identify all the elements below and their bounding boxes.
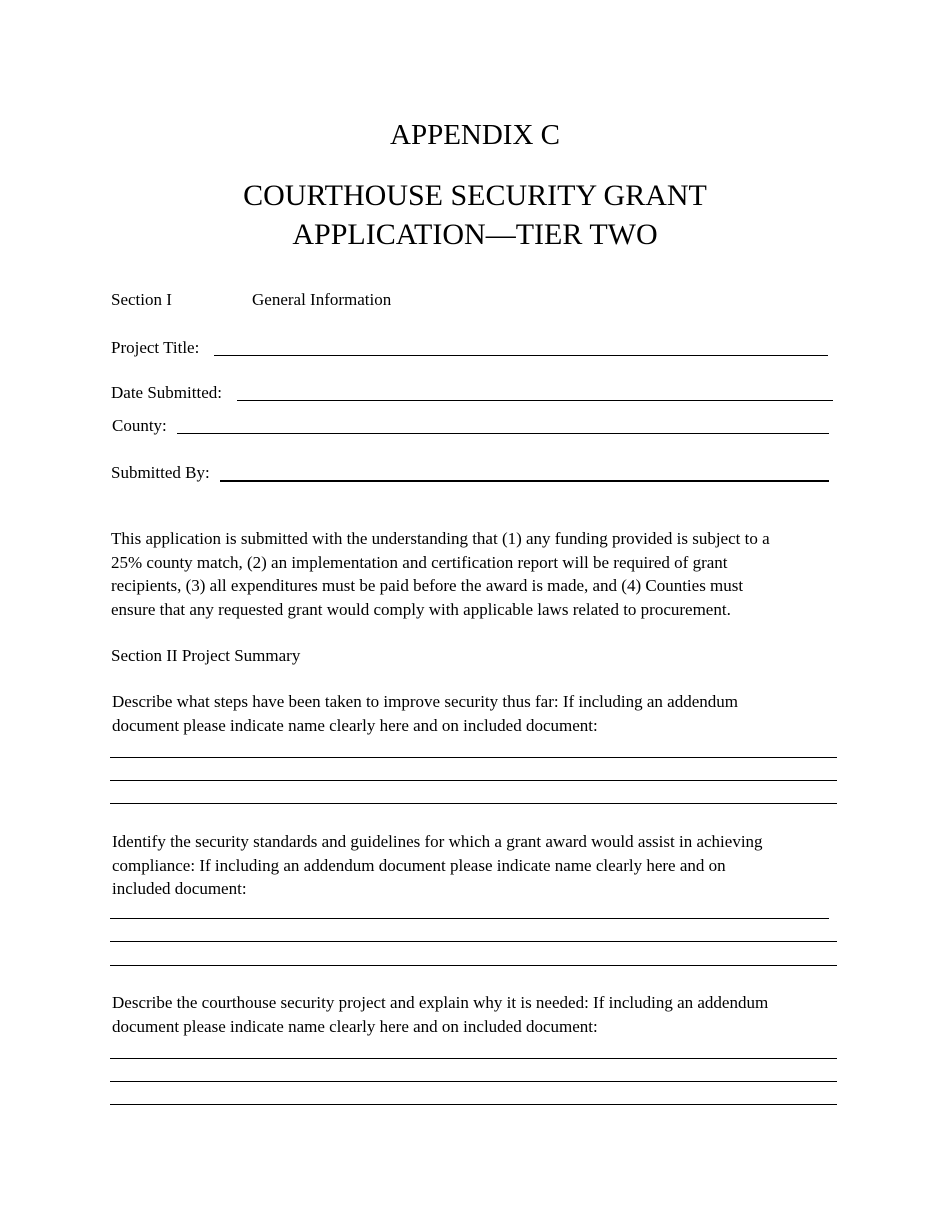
question-1-answer-line[interactable] — [110, 757, 837, 758]
question-3-text — [112, 991, 768, 1038]
question-line: compliance: If including an addendum document please indicate name clearly here and on — [112, 855, 726, 875]
date-submitted-label: Date Submitted: — [111, 383, 222, 402]
question-2-text — [112, 830, 763, 901]
question-3-answer-line[interactable] — [110, 1058, 837, 1059]
question-1-answer-line[interactable] — [110, 780, 837, 781]
question-line: document please indicate name clearly here and on included document: — [112, 715, 598, 735]
intro-line: ensure that any requested grant would comply with applicable laws related to procurement. — [111, 599, 731, 619]
question-line: Describe the courthouse security project and explain why it is needed: If including an addendum — [112, 993, 769, 1012]
question-2-answer-line[interactable] — [110, 941, 837, 942]
date-submitted-field[interactable] — [237, 400, 833, 401]
intro-paragraph — [111, 527, 770, 621]
submitted-by-label: Submitted By: — [111, 463, 210, 482]
question-3-answer-line[interactable] — [110, 1104, 837, 1105]
form-title-line-2: APPLICATION—TIER TWO — [292, 218, 658, 251]
question-1-answer-line[interactable] — [110, 803, 837, 804]
question-line: Describe what steps have been taken to improve security thus far: If including an addendum — [112, 692, 738, 711]
intro-line: This application is submitted with the understanding that (1) any funding provided is subject to a — [111, 529, 770, 548]
question-line: Identify the security standards and guidelines for which a grant award would assist in achieving — [112, 832, 763, 851]
question-line: included document: — [112, 879, 247, 898]
question-3-answer-line[interactable] — [110, 1081, 837, 1082]
question-2-answer-line[interactable] — [110, 918, 829, 919]
intro-line: recipients, (3) all expenditures must be paid before the award is made, and (4) Counties must — [111, 576, 744, 595]
question-line: document please indicate name clearly here and on included document: — [112, 1016, 598, 1036]
county-field[interactable] — [177, 433, 829, 434]
intro-line: 25% county match, (2) an implementation and certification report will be required of grant — [111, 552, 728, 572]
question-2-answer-line[interactable] — [110, 965, 837, 966]
county-label: County: — [112, 416, 167, 435]
project-title-field[interactable] — [214, 355, 828, 356]
appendix-title: APPENDIX C — [390, 119, 560, 151]
form-title-line-1: COURTHOUSE SECURITY GRANT — [243, 179, 707, 212]
submitted-by-field[interactable] — [220, 480, 829, 482]
section-2-heading: Section II Project Summary — [111, 646, 301, 665]
section-1-heading: General Information — [252, 290, 392, 309]
section-1-label: Section I — [111, 290, 172, 309]
project-title-label: Project Title: — [111, 338, 200, 357]
question-1-text — [112, 690, 738, 737]
